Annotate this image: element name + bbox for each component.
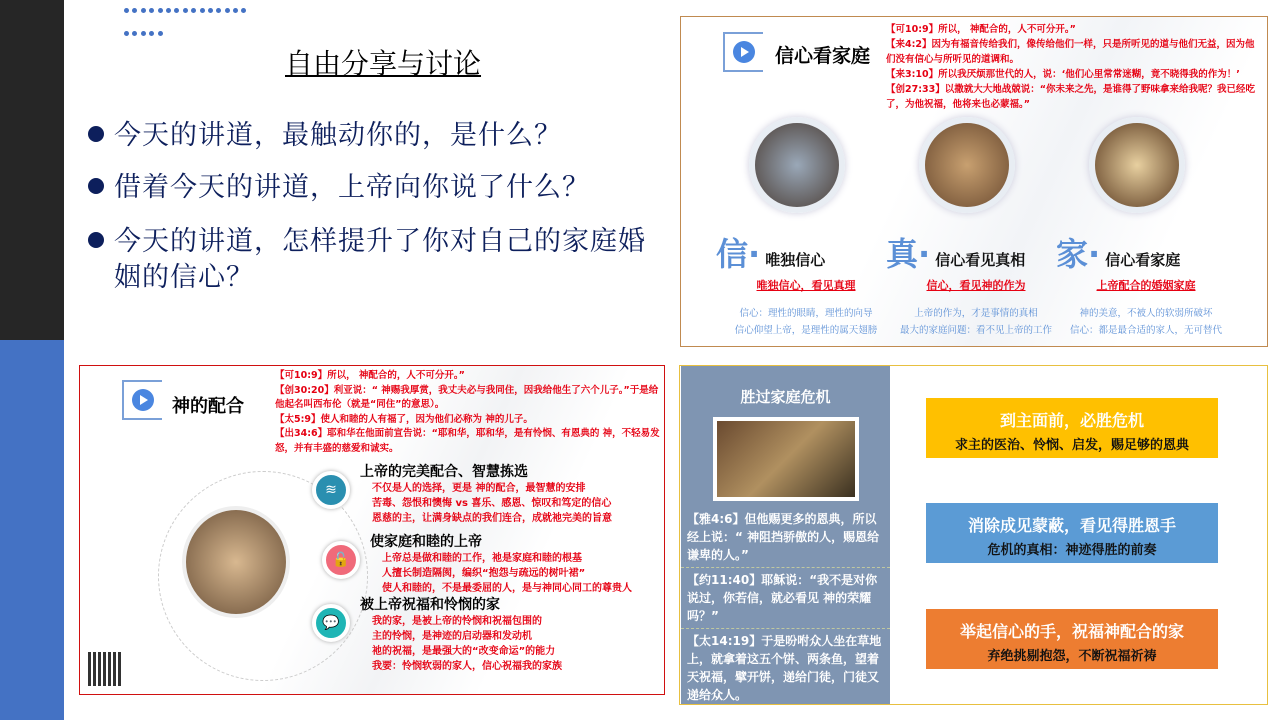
jesus-crowd-image [713,417,859,501]
verse: 【来4:2】因为有福音传给我们，像传给他们一样，只是所听见的道与他们无益，因为他们没有信心与所听见的道调和。 [886,39,1255,65]
verse: 【创30:20】利亚说：“ 神赐我厚赏，我丈夫必与我同住，因我给他生了六个儿子。”于是给他起名叫西布伦（就是“同住”的意思）。 [275,384,659,410]
column-line: 信心：都是最合适的家人，无可替代 [1069,325,1222,336]
family-image [182,506,290,618]
crisis-sidebar [681,366,890,705]
dot [233,8,238,13]
column-subtitle: 信心看见真相 [935,251,1026,269]
verse: 【可10:9】所以， 神配合的，人不可分开。” [275,370,465,381]
section-line: 主的怜悯，是神迹的启动器和发动机 [372,631,532,642]
bullet-icon [88,232,104,248]
qr-code [88,652,122,686]
section-line: 祂的祝福，是最强大的“改变命运”的能力 [372,646,556,657]
column-line: 上帝的作为，才是事情的真相 [914,308,1038,319]
column-line: 信心：理性的眼睛，理性的向导 [739,308,873,319]
verse: 【创27:33】以撒就大大地战兢说：“你未来之先，是谁得了野味拿来给我呢？我已经吃了，为他祝福，他将来也必蒙福。” [886,84,1255,110]
dot [132,8,137,13]
question-1: 今天的讲道，最触动你的，是什么？ [88,118,562,154]
column-letter: 真 [886,235,919,273]
chat-icon: 💬 [312,604,350,642]
dot [124,31,129,36]
bullet-icon [88,126,104,142]
dot [208,8,213,13]
sidebar-dark [0,0,64,340]
column-letter: 信 [716,235,749,273]
box-subtitle: 求主的医治、怜悯、启发，赐足够的恩典 [954,438,1189,453]
column-subtitle: 信心看家庭 [1105,251,1181,269]
dot [200,8,205,13]
dot [174,8,179,13]
box-subtitle: 危机的真相：神迹得胜的前奏 [987,543,1157,558]
verse: 【出34:6】耶和华在他面前宣告说：“耶和华，耶和华，是有怜悯、有恩典的 神，不轻易发怒，并有丰盛的慈爱和诚实。 [275,428,660,454]
question-3: 今天的讲道，怎样提升了你对自己的家庭婚姻的信心？ [88,224,648,296]
column-line: 最大的家庭问题：看不见上帝的工作 [899,325,1052,336]
verse: 【可10:9】所以， 神配合的，人不可分开。” [886,24,1076,35]
dot [158,8,163,13]
column-letter: 家 [1056,235,1089,273]
dot [225,8,230,13]
column-subtitle: 唯独信心 [765,251,826,269]
column-highlight: 信心，看见神的作为 [926,279,1026,292]
section-line: 苦毒、怨恨和懊悔 vs 喜乐、感恩、惊叹和笃定的信心 [372,498,612,509]
dot [166,8,171,13]
section-line: 恩慈的主，让满身缺点的我们连合，成就祂完美的旨意 [372,513,612,524]
dot [149,8,154,13]
crisis-box [926,398,1218,458]
dot [183,8,188,13]
section [370,531,665,596]
play-icon [723,32,763,72]
column-highlight: 上帝配合的婚姻家庭 [1096,279,1196,292]
sidebar-blue [0,340,64,720]
faith-panel-title: 信心看家庭 [775,45,871,67]
verse: 【约11:40】耶稣说：“我不是对你说过，你若信，就必看见 神的荣耀吗？” [681,568,890,629]
section [360,461,665,526]
play-icon [122,380,162,420]
dot [141,31,146,36]
lock-icon: 🔓 [322,541,360,579]
dot [216,8,221,13]
eagle-image [749,117,845,213]
verse: 【太14:19】于是吩咐众人坐在草地上，就拿着这五个饼、两条鱼，望着天祝福，擘开饼，递给门徒，门徒又递给众人。 [687,634,882,702]
section-heading: 被上帝祝福和怜悯的家 [360,597,500,613]
cross-family-image [1089,117,1185,213]
column-highlight: 唯独信心，看见真理 [756,279,856,292]
faith-panel [680,16,1268,347]
people-image [919,117,1015,213]
section-line: 我的家，是被上帝的怜悯和祝福包围的 [372,616,542,627]
verse: 【太5:9】使人和睦的人有福了，因为他们必称为 神的儿子。 [275,413,533,425]
box-title: 到主面前，必胜危机 [999,411,1144,430]
verse: 【来3:10】所以我厌烦那世代的人，说：‘他们心里常常迷糊，竟不晓得我的作为！’ [886,69,1240,80]
box-title: 举起信心的手，祝福神配合的家 [959,622,1184,641]
dot [241,8,246,13]
slide-title: 自由分享与讨论 [285,47,482,80]
section-heading: 使家庭和睦的上帝 [370,534,482,550]
box-title: 消除成见蒙蔽，看见得胜恩手 [967,516,1176,535]
section-line: 上帝总是做和睦的工作，祂是家庭和睦的根基 [382,553,582,564]
dot [132,31,137,36]
verse: 【雅4:6】但他赐更多的恩典，所以经上说：“ 神阻挡骄傲的人，赐恩给谦卑的人。” [681,507,890,568]
crisis-title: 胜过家庭危机 [740,388,831,406]
box-subtitle: 弃绝挑剔抱怨，不断祝福祈祷 [987,649,1157,664]
section-line: 我要：怜悯软弱的家人，信心祝福我的家族 [372,661,562,672]
section-line: 不仅是人的选择，更是 神的配合，最智慧的安排 [372,483,586,494]
column-line: 神的美意，不被人的软弱所破坏 [1079,308,1213,319]
section-line: 人擅长制造隔阂，编织“抱怨与疏远的树叶裙” [382,568,586,579]
dot [158,31,163,36]
faith-column: 家· 信心看家庭 上帝配合的婚姻家庭 神的美意，不被人的软弱所破坏 信心：都是最合适的家人，无可替代 [1056,229,1236,339]
dot [149,31,154,36]
dot [141,8,146,13]
dot [124,8,129,13]
section [360,594,665,674]
bullet-icon [88,178,104,194]
crisis-box [926,609,1218,669]
section-heading: 上帝的完美配合、智慧拣选 [360,464,528,480]
match-panel-title: 神的配合 [172,396,244,417]
dot-pattern [124,8,254,54]
faith-column: 信· 唯独信心 唯独信心，看见真理 信心：理性的眼睛，理性的向导 信心仰望上帝，是理性的属天翅膀 [716,229,896,339]
match-panel [79,365,665,695]
section-line: 使人和睦的，不是最委屈的人，是与神同心同工的尊贵人 [382,583,632,594]
column-line: 信心仰望上帝，是理性的属天翅膀 [734,325,878,336]
dot [191,8,196,13]
faith-column: 真· 信心看见真相 信心，看见神的作为 上帝的作为，才是事情的真相 最大的家庭问题：看不见上帝的工作 [886,229,1066,339]
layers-icon: ≋ [312,471,350,509]
question-2: 借着今天的讲道，上帝向你说了什么？ [88,170,590,206]
crisis-box [926,503,1218,563]
